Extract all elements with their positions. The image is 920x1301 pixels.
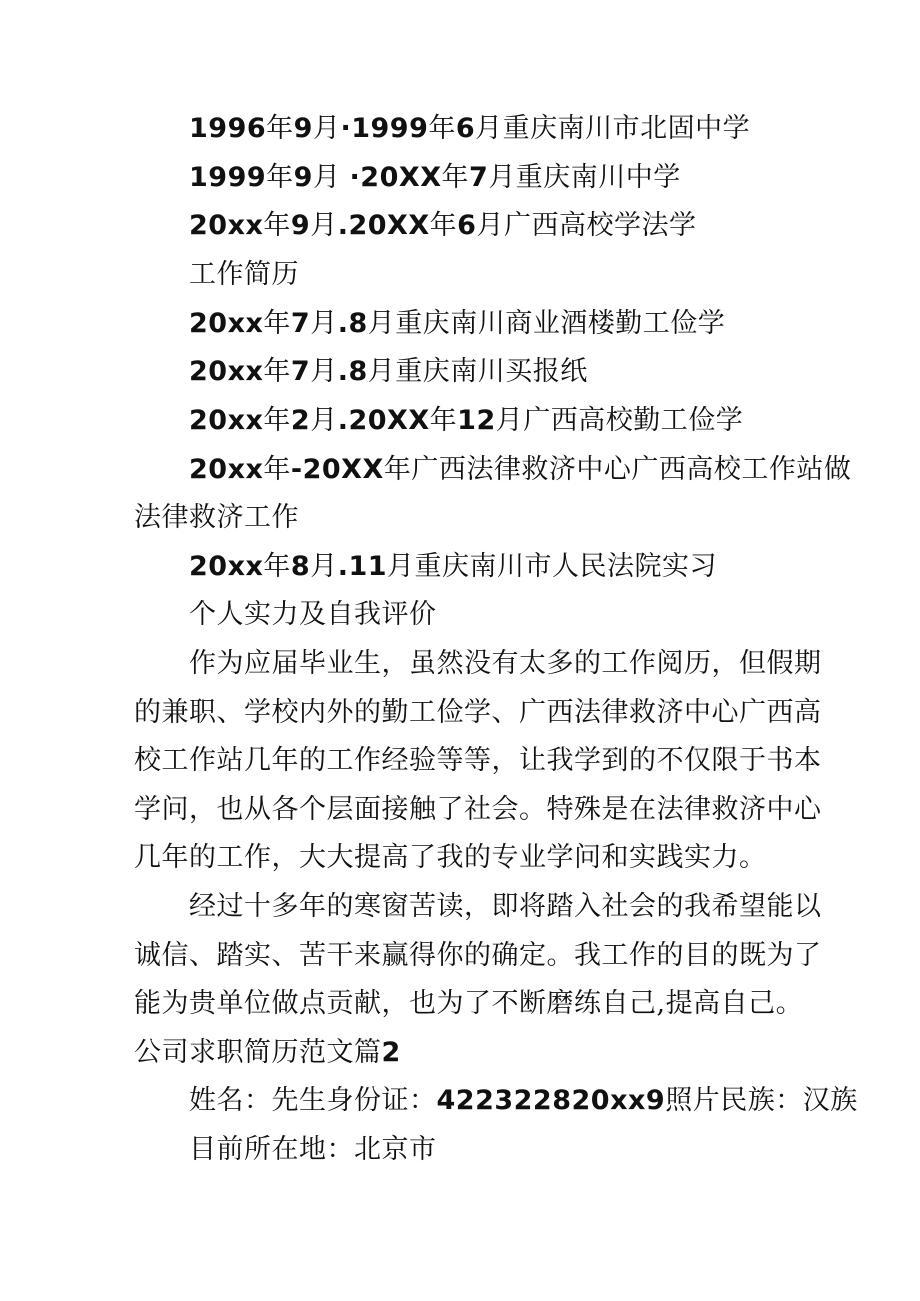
evaluation-paragraph-1-line-2: 的兼职、学校内外的勤工俭学、广西法律救济中心广西高: [134, 697, 822, 728]
evaluation-paragraph-1-line-5: 几年的工作，大大提高了我的专业学问和实践实力。: [134, 842, 767, 873]
work-line-4: 20xx年-20XX年广西法律救济中心广西高校工作站做: [189, 454, 852, 485]
work-line-3: 20xx年2月.20XX年12月广西高校勤工俭学: [189, 405, 744, 436]
work-line-5: 20xx年8月.11月重庆南川市人民法院实习: [189, 551, 718, 582]
education-line-1: 1996年9月·1999年6月重庆南川市北固中学: [189, 113, 751, 144]
evaluation-paragraph-2-line-1: 经过十多年的寒窗苦读，即将踏入社会的我希望能以: [189, 891, 822, 922]
evaluation-paragraph-1-line-3: 校工作站几年的工作经验等等，让我学到的不仅限于书本: [134, 745, 822, 776]
work-line-4-continued: 法律救济工作: [134, 502, 299, 533]
section-heading-work-history: 工作简历: [189, 259, 299, 290]
education-line-3: 20xx年9月.20XX年6月广西高校学法学: [189, 210, 697, 241]
section-heading-self-evaluation: 个人实力及自我评价: [189, 599, 437, 630]
section-title-resume-sample-2: 公司求职简历范文篇2: [134, 1037, 401, 1068]
evaluation-paragraph-1-line-1: 作为应届毕业生，虽然没有太多的工作阅历，但假期: [189, 648, 822, 679]
work-line-1: 20xx年7月.8月重庆南川商业酒楼勤工俭学: [189, 308, 726, 339]
evaluation-paragraph-2-line-3: 能为贵单位做点贡献，也为了不断磨练自己,提高自己。: [134, 988, 804, 1019]
evaluation-paragraph-2-line-2: 诚信、踏实、苦干来赢得你的确定。我工作的目的既为了: [134, 940, 822, 971]
personal-info-line-2: 目前所在地：北京市: [189, 1134, 437, 1165]
personal-info-line-1: 姓名：先生身份证：422322820xx9照片民族：汉族: [189, 1085, 858, 1116]
work-line-2: 20xx年7月.8月重庆南川买报纸: [189, 356, 588, 387]
evaluation-paragraph-1-line-4: 学问，也从各个层面接触了社会。特殊是在法律救济中心: [134, 794, 822, 825]
education-line-2: 1999年9月 ·20XX年7月重庆南川中学: [189, 162, 681, 193]
